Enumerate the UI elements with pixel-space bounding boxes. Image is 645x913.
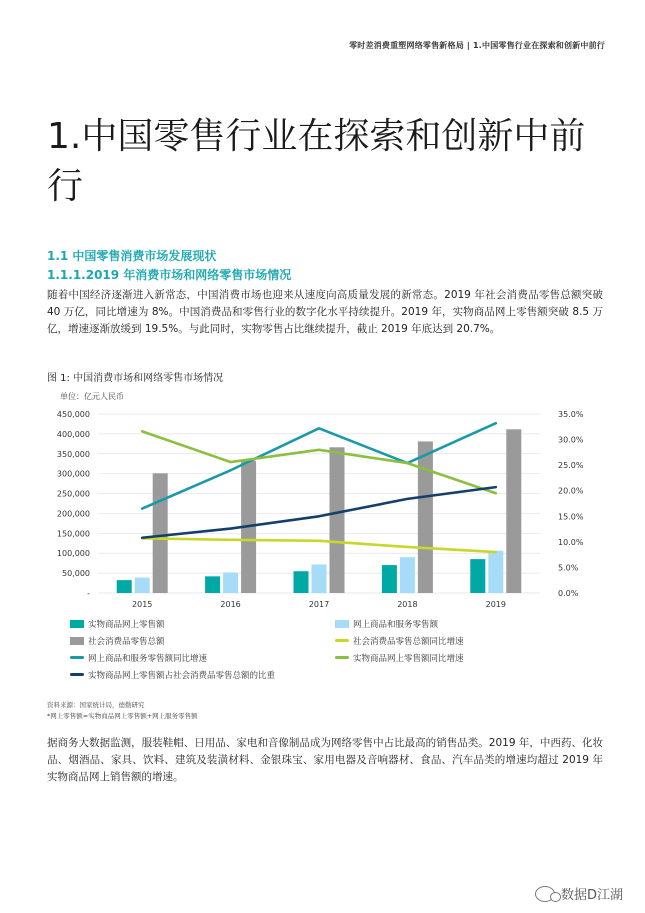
legend-item — [335, 651, 550, 664]
wechat-icon — [535, 886, 555, 902]
series-line-3 — [142, 487, 496, 538]
legend-label: 社会消费品零售总额 — [88, 636, 165, 647]
y-left-tick-label: 200,000 — [56, 509, 90, 519]
y-right-tick-label: 30.0% — [558, 435, 584, 445]
legend-item — [70, 617, 335, 630]
legend-swatch — [70, 673, 84, 676]
body-paragraph: 据商务大数据监测，服装鞋帽、日用品、家电和音像制品成为网络零售中占比最高的销售品类。2019 年，中西药、化妆品、烟酒品、家具、饮料、建筑及装潢材料、金银珠宝、家用电器及音响器材、食品、汽车品类的增速均超过 2019 年实物商品网上销售额的增速。 — [47, 736, 603, 783]
x-tick-label: 2017 — [308, 600, 330, 609]
section-heading-1-1: 1.1 中国零售消费市场发展现状 — [47, 249, 217, 263]
y-left-tick-label: - — [87, 589, 90, 598]
source-line: 资料来源：国家统计局，德勤研究 — [47, 701, 145, 709]
bar-1-4 — [488, 551, 503, 593]
bar-1-1 — [223, 572, 238, 593]
y-right-tick-label: 20.0% — [558, 486, 584, 496]
bar-2-4 — [506, 429, 521, 593]
y-left-tick-label: 150,000 — [56, 529, 90, 539]
bar-0-4 — [470, 559, 485, 593]
series-line-0 — [142, 538, 496, 552]
y-right-tick-label: 25.0% — [558, 461, 584, 471]
chart-unit-label: 单位：亿元人民币 — [60, 392, 124, 401]
y-right-tick-label: 0.0% — [558, 589, 579, 598]
y-right-tick-label: 10.0% — [558, 537, 584, 547]
intro-paragraph: 随着中国经济逐渐进入新常态，中国消费市场也迎来从速度向高质量发展的新常态。2019 年社会消费品零售总额突破 40 万亿，同比增速为 8%。中国消费品和零售行业的数字化水平持续提升。2019 年，实物商品网上零售额突破 8.5 万亿，增速逐渐放缓到 19.5%。与此同时，实物零售占比继续提升，截止 2019 年底达到 20.7%。 — [47, 288, 603, 335]
legend-label: 实物商品网上零售额占社会消费品零售总额的比重 — [88, 670, 276, 681]
y-right-tick-label: 15.0% — [558, 512, 584, 522]
y-left-tick-label: 250,000 — [56, 489, 90, 499]
legend-item — [70, 634, 335, 647]
bar-0-0 — [117, 580, 132, 593]
combo-chart — [0, 400, 645, 610]
legend-swatch — [70, 620, 84, 628]
y-left-tick-label: 400,000 — [56, 429, 90, 439]
bar-1-2 — [312, 564, 327, 593]
legend-label: 实物商品网上零售额 — [88, 619, 165, 630]
legend-swatch — [70, 656, 84, 659]
figure-caption: 图 1: 中国消费市场和网络零售市场情况 — [47, 373, 224, 384]
watermark — [535, 884, 623, 903]
section-heading-1-1-1: 1.1.1.2019 年消费市场和网络零售市场情况 — [47, 268, 292, 282]
source-note: *网上零售额=实物商品网上零售额+网上服务零售额 — [47, 712, 198, 720]
bar-2-3 — [418, 441, 433, 593]
y-left-tick-label: 450,000 — [56, 410, 90, 419]
legend-label: 实物商品网上零售额同比增速 — [353, 653, 464, 664]
legend-item — [70, 668, 550, 681]
bar-1-3 — [400, 557, 415, 593]
x-tick-label: 2015 — [132, 600, 153, 609]
legend-swatch — [335, 620, 349, 628]
x-tick-label: 2019 — [485, 600, 506, 609]
bar-2-2 — [330, 447, 345, 593]
running-header: 零时差消费重塑网络零售新格局 | 1.中国零售行业在探索和创新中前行 — [349, 41, 605, 50]
page-title: 1.中国零售行业在探索和创新中前行 — [47, 116, 586, 207]
legend-swatch — [70, 637, 84, 645]
y-left-tick-label: 50,000 — [62, 569, 90, 579]
x-tick-label: 2018 — [397, 600, 418, 609]
y-left-tick-label: 350,000 — [56, 449, 90, 459]
y-left-tick-label: 100,000 — [56, 549, 90, 559]
y-left-tick-label: 300,000 — [56, 469, 90, 479]
legend-label: 网上商品和服务零售额同比增速 — [88, 653, 208, 664]
y-right-tick-label: 5.0% — [558, 563, 579, 573]
chart-legend — [70, 617, 550, 681]
bar-2-0 — [153, 473, 168, 593]
legend-swatch — [335, 656, 349, 659]
watermark-text: 数据D江湖 — [560, 888, 623, 903]
legend-item — [70, 651, 335, 664]
legend-label: 网上商品和服务零售额 — [353, 619, 439, 630]
x-tick-label: 2016 — [220, 600, 241, 609]
legend-item — [335, 617, 550, 630]
series-line-2 — [142, 431, 496, 493]
bar-0-3 — [382, 565, 397, 593]
legend-swatch — [335, 639, 349, 642]
legend-item — [335, 634, 550, 647]
y-right-tick-label: 35.0% — [558, 410, 584, 419]
bar-0-1 — [205, 576, 220, 593]
bar-0-2 — [294, 571, 309, 593]
series-line-1 — [142, 423, 496, 508]
legend-label: 社会消费品零售总额同比增速 — [353, 636, 464, 647]
bar-1-0 — [135, 578, 150, 593]
